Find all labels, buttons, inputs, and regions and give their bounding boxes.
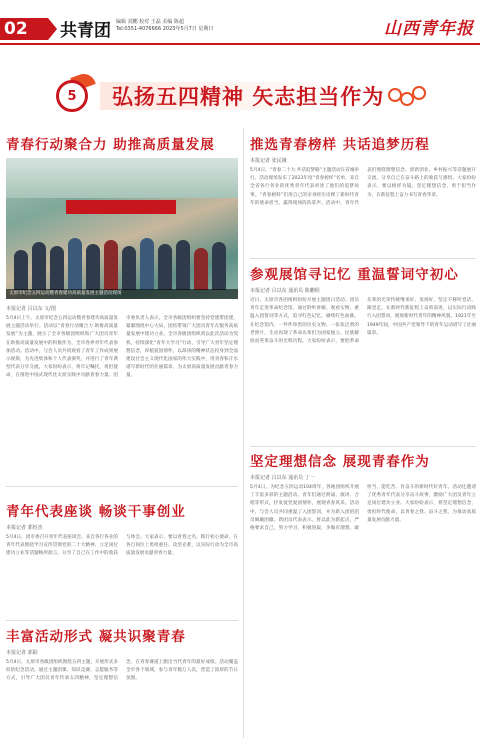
section-divider bbox=[6, 620, 238, 621]
header-divider bbox=[0, 43, 480, 45]
article-4-headline: 坚定理想信念 展现青春作为 bbox=[250, 454, 430, 470]
banner-title: 弘扬五四精神 矢志担当作为 bbox=[112, 85, 385, 109]
article-1-text bbox=[6, 305, 238, 487]
article-3-body: 近日，太原市各团组织纷纷开展主题团日活动。团员青年走进革命纪念馆，通过聆听讲解、观看实物、重温入团誓词等方式，追寻红色记忆，赓续红色血脉。在纪念馆内，一件件珍贵的历史文物、一张张泛黄的老照片，生动再现了革命先辈们为国家独立、民族解放而英勇奋斗的光辉历程。大家纷纷表示，要把革命先辈的光荣传统继承好、发扬好，坚定不移听党话、跟党走，在新时代新征程上奋勇前进，以实际行动践行入团誓词，展现新时代青年的精神风貌。1921年至1949年间，中国共产党领导下的青年运动谱写了壮丽篇章。 bbox=[250, 298, 476, 345]
article-1-byline: 本报记者 吕以东 文/图 bbox=[6, 306, 56, 312]
article-3-headline: 参观展馆寻记忆 重温誓词守初心 bbox=[250, 267, 459, 283]
section-divider bbox=[6, 486, 238, 487]
article-6-byline: 本报记者 郭阳 bbox=[6, 650, 38, 656]
article-2 bbox=[250, 133, 476, 275]
theme-banner bbox=[0, 70, 480, 122]
article-2-byline: 本报记者 张民娥 bbox=[250, 158, 287, 164]
article-3-byline: 本报记者 吕以东 通讯员 陈鹏程 bbox=[250, 288, 320, 294]
article-2-headline: 推选青春榜样 共话追梦历程 bbox=[250, 137, 430, 153]
article-3 bbox=[250, 263, 476, 437]
article-5-body: 5月4日，团市委召开青年代表座谈会。来自各行各业的青年代表围绕学习宣传贯彻党的二十大精神、立足岗位建功立业等话题畅所欲言，分享了自己在工作中的收获与体会。大家表示，要以青春之名，践行初心使命，在各自岗位上勇担重任、攻坚克难，以实际行动为全市高质量发展贡献青春力量。 bbox=[6, 535, 238, 557]
article-4-body: 5月4日，为纪念五四运动104周年，各地团组织开展了丰富多彩的主题活动。青年们通过朗诵、演讲、合唱等形式，抒发爱党爱国情怀，展现青春风采。活动中，与会人员共同重温了入团誓词，并为新入团的团员佩戴团徽。新团员代表表示，将以此为新起点，严格要求自己，努力学习，积极进取，争做有理想、敢担当、能吃苦、肯奋斗的新时代好青年。活动还邀请了优秀青年代表分享奋斗故事，激励广大团员青年立足岗位建功立业。大家纷纷表示，将坚定理想信念，勇担时代使命，以青春之我、奋斗之我，为推动高质量发展贡献力量。 bbox=[250, 485, 476, 532]
newspaper-logo: 山西青年报 bbox=[384, 19, 474, 39]
page-number: 02 bbox=[0, 18, 48, 40]
article-1 bbox=[6, 133, 238, 153]
article-6-body: 5月4日，太原市各级团组织围绕五四主题，开展形式多样的纪念活动。通过主题团课、知识竞赛、志愿服务等方式，引导广大团员青年传承五四精神，坚定理想信念，在青春赛道上跑出当代青年的最好成绩。活动覆盖全市各个领域，参与青年数万人次，营造了浓厚的节日氛围。 bbox=[6, 660, 238, 682]
section-divider bbox=[250, 446, 476, 447]
banner-number-badge: 5 bbox=[56, 80, 88, 112]
article-5 bbox=[6, 500, 238, 610]
article-6 bbox=[6, 625, 238, 745]
article-4 bbox=[250, 450, 476, 746]
header-meta bbox=[116, 19, 213, 33]
stage-banner bbox=[66, 200, 176, 214]
section-name: 共青团 bbox=[60, 21, 111, 41]
section-divider bbox=[250, 258, 476, 259]
header-date: Tel:0351-4076666 2023年5月7日 星期日 bbox=[116, 26, 214, 32]
crowd-figures bbox=[14, 220, 230, 290]
article-1-photo bbox=[6, 158, 238, 299]
article-2-body: 5月4日，“青春二十大·共话追梦路”主题活动在省城举行。活动现场发布了2023年度“青春榜样”名单，来自全省各行各业的优秀青年代表讲述了他们的追梦故事。“青春榜样”们用自己的亲身经历诠释了新时代青年的使命担当，赢得现场阵阵掌声。活动中，青年代表们围绕理想信念、创新创业、乡村振兴等话题展开交流，分享自己在奋斗路上的收获与感悟。大家纷纷表示，要以榜样为镜，坚定理想信念，勇于担当作为，在新征程上奋力书写青春华章。 bbox=[250, 168, 476, 206]
article-5-byline: 本报记者 郭恒杰 bbox=[6, 525, 43, 531]
header-editors: 编辑 刘鹏 校对 王磊 美编 陈超 bbox=[116, 19, 184, 25]
page-header bbox=[0, 0, 480, 44]
article-6-headline: 丰富活动形式 凝共识聚青春 bbox=[6, 629, 186, 645]
photo-caption: 太原市纪念五四运动暨青春建功高质量发展主题活动现场 bbox=[6, 289, 238, 299]
column-divider bbox=[243, 128, 244, 738]
article-4-byline: 本报记者 吕以东 通讯员 丁一 bbox=[250, 475, 315, 481]
decorative-rings-icon bbox=[388, 86, 430, 108]
article-1-headline: 青春行动聚合力 助推高质量发展 bbox=[6, 137, 215, 153]
article-1-body: 5月4日上午，太原市纪念五四运动暨青春建功高质量发展主题活动举行。活动以“青春行动聚合力 助推高质量发展”为主题，展示了全市各级团组织和广大团员青年在助推高质量发展中的积极作为，全市各界青年代表参加活动。活动中，与会人员共同观看了青年工作成果展示视频，为先进集体和个人代表颁奖，并进行了青年典型代表分享交流。大家纷纷表示，将牢记嘱托，勇担使命，在推进中国式现代化太原实践中贡献青春力量。团市委负责人表示，全市各级团组织要坚持党建带团建，紧紧围绕中心大局，团结带领广大团员青年在服务高质量发展中建功立业。全市各级团组织将以此次活动为契机，持续深化“青年大学习”行动，引导广大青年坚定理想信念，厚植爱国情怀，以昂扬的精神状态投身到全面建设社会主义现代化国家的伟大实践中，用青春和汗水谱写新时代的壮丽篇章，为太原高质量发展贡献青春力量。 bbox=[6, 316, 238, 379]
article-5-headline: 青年代表座谈 畅谈干事创业 bbox=[6, 504, 186, 520]
